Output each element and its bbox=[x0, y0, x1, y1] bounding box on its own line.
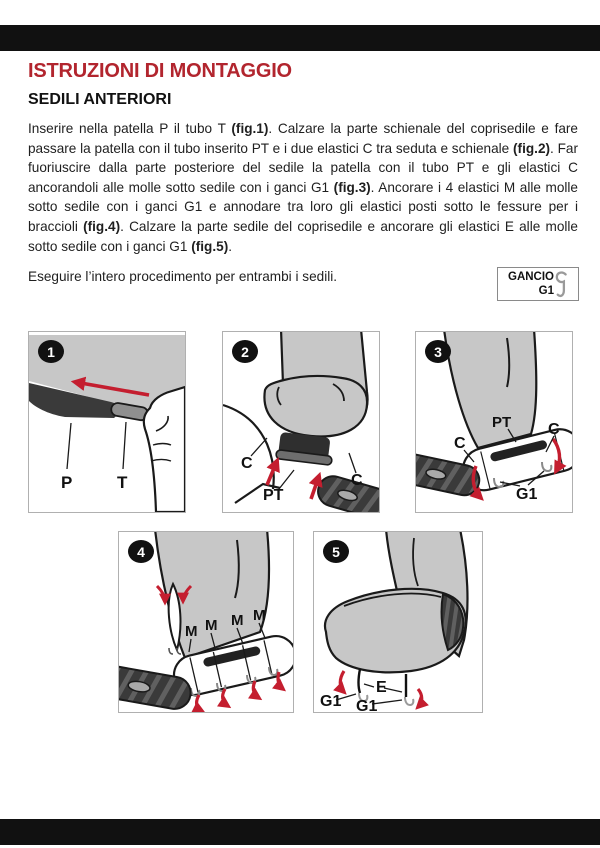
backrest-shape bbox=[444, 332, 536, 448]
top-rule-bar bbox=[0, 25, 600, 51]
hook-legend-box bbox=[497, 267, 579, 301]
label-g1-right: G1 bbox=[356, 698, 378, 712]
section-subtitle: SEDILI ANTERIORI bbox=[28, 91, 172, 108]
hook-legend-text bbox=[502, 271, 554, 298]
cover-cuff-shape bbox=[264, 376, 367, 437]
figure-2-number: 2 bbox=[232, 340, 258, 363]
label-t: T bbox=[117, 473, 128, 492]
seat-outline bbox=[223, 405, 274, 489]
bottom-rule-bar bbox=[0, 819, 600, 845]
label-p: P bbox=[61, 473, 73, 492]
page-title: ISTRUZIONI DI MONTAGGIO bbox=[28, 60, 292, 82]
label-m2: M bbox=[205, 617, 218, 634]
figure-1-number: 1 bbox=[38, 340, 64, 363]
hook-legend-line1: GANCIO bbox=[508, 271, 554, 283]
label-c-right: C bbox=[548, 421, 560, 438]
hook-icon bbox=[553, 270, 573, 300]
figure-4-number: 4 bbox=[128, 540, 154, 563]
slit-hooks bbox=[169, 648, 181, 654]
figure-3-number: 3 bbox=[425, 340, 451, 363]
label-m1: M bbox=[185, 623, 198, 640]
closing-line: Eseguire l’intero procedimento per entrambi i sedili. bbox=[28, 269, 338, 284]
figure-3 bbox=[415, 331, 573, 513]
figure-4 bbox=[118, 531, 294, 713]
label-m4: M bbox=[253, 607, 266, 624]
label-g1: G1 bbox=[516, 486, 538, 503]
label-lines bbox=[67, 422, 126, 469]
red-arrow-right bbox=[418, 689, 422, 707]
label-c-left: C bbox=[241, 455, 253, 472]
label-g1-left: G1 bbox=[320, 693, 342, 710]
label-pt: PT bbox=[263, 487, 284, 504]
hook-legend-line2: G1 bbox=[538, 284, 554, 297]
label-c-left: C bbox=[454, 435, 466, 452]
label-m3: M bbox=[231, 612, 244, 629]
figure-1 bbox=[28, 331, 186, 513]
hand-shape bbox=[144, 387, 185, 512]
red-arrow-left bbox=[340, 671, 344, 692]
label-e: E bbox=[376, 679, 387, 696]
side-bolster bbox=[313, 469, 379, 512]
instructions-paragraph: Inserire nella patella P il tubo T (fig.1). Calzare la parte schienale del coprisedile e fare passare la patella con il tubo inserito PT e i due elastici C tra seduta e schienale (fig.2). Far fuoriuscire dalla parte posteriore del sedile la patella con il tubo PT e gli elastici C ancorandoli alle molle sotto sedile con i ganci G1 (fig.3). Ancorare i 4 elastici M alle molle sotto sedile con i ganci G1 e annodare tra loro gli elastici posti sotto le fessure per i braccioli (fig.4). Calzare la parte sedile del coprisedile e ancorare gli elastici E alle molle sotto sedile con i ganci G1 (fig.5). bbox=[28, 121, 578, 254]
label-c-right: C bbox=[351, 472, 363, 489]
label-pt: PT bbox=[492, 414, 512, 431]
figure-5-number: 5 bbox=[323, 540, 349, 563]
figure-5 bbox=[313, 531, 483, 713]
figure-2 bbox=[222, 331, 380, 513]
